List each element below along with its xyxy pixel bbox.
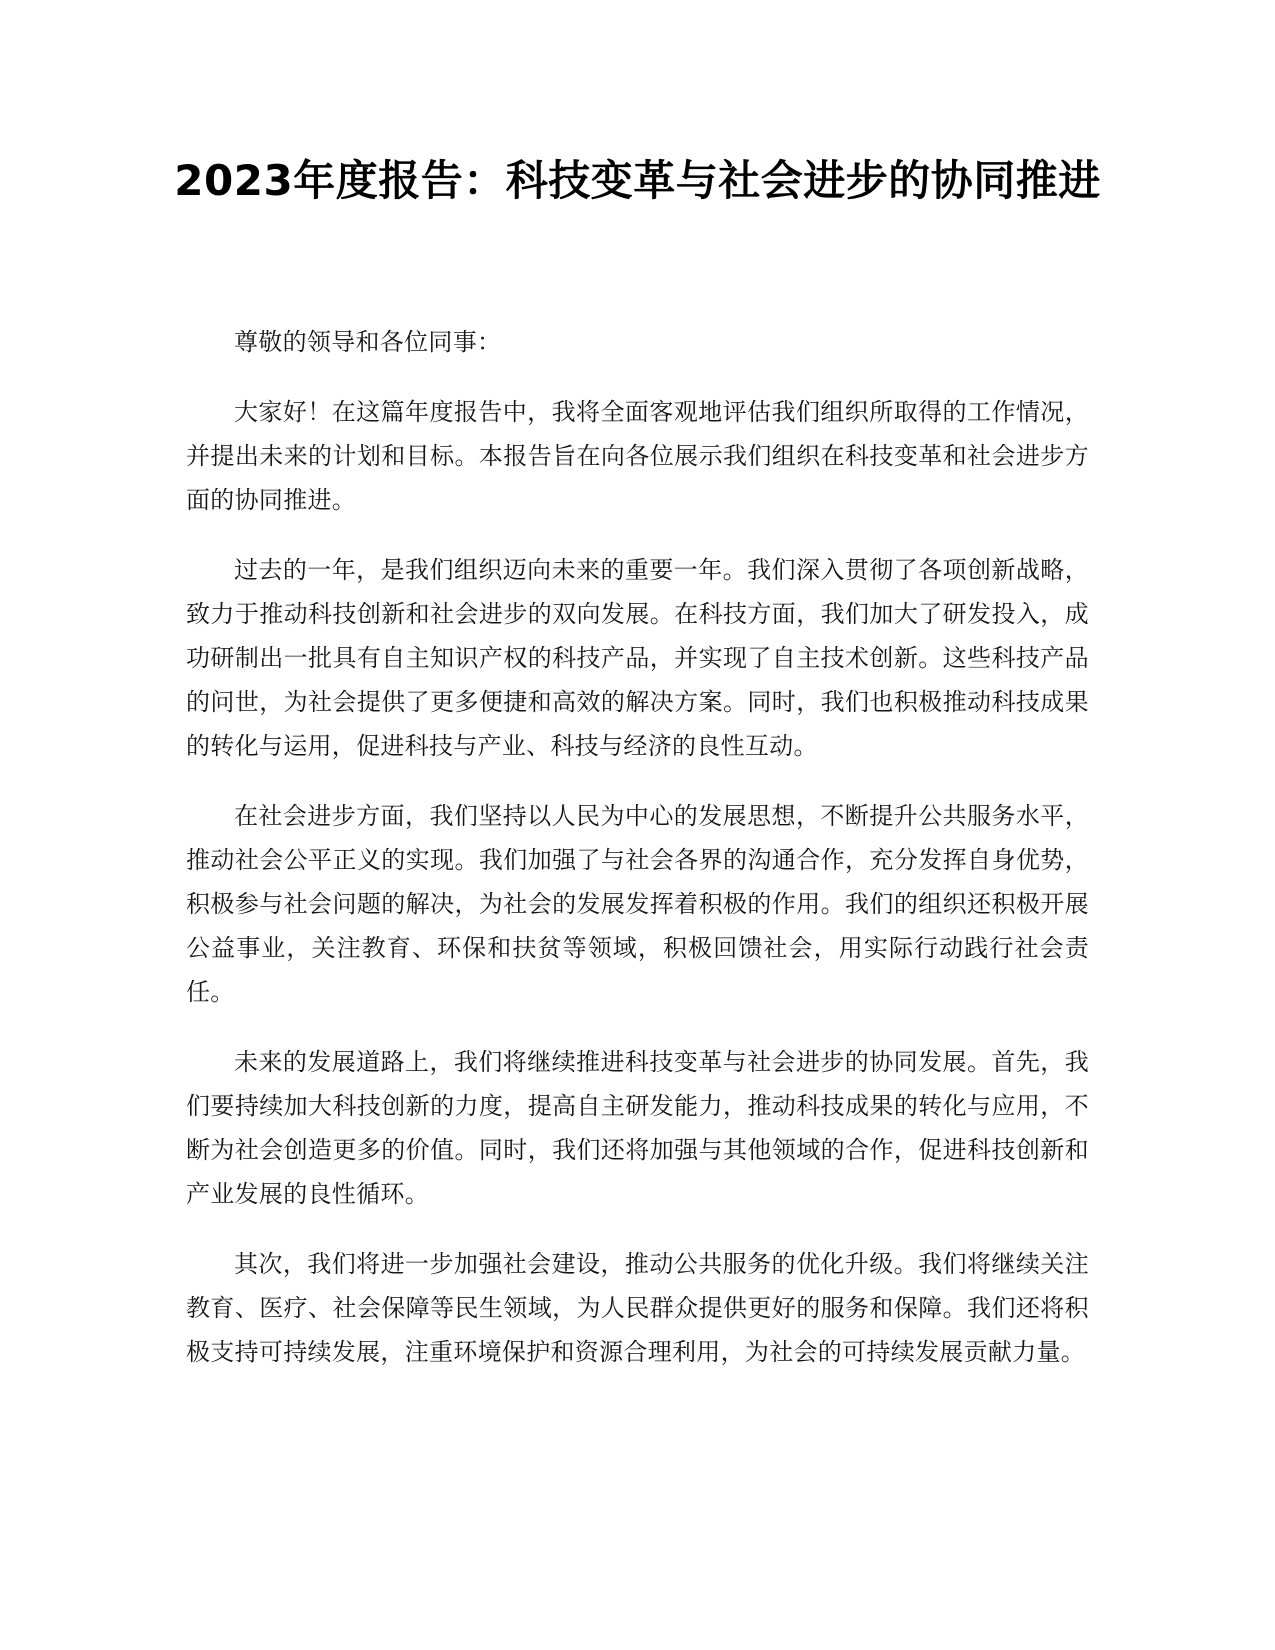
document-title: 2023年度报告：科技变革与社会进步的协同推进 <box>174 156 1101 205</box>
social-progress-paragraph: 在社会进步方面，我们坚持以人民为中心的发展思想，不断提升公共服务水平，推动社会公平正义的实现。我们加强了与社会各界的沟通合作，充分发挥自身优势，积极参与社会问题的解决，为社会的发展发挥着积极的作用。我们的组织还积极开展公益事业，关注教育、环保和扶贫等领域，积极回馈社会，用实际行动践行社会责任。 <box>186 802 1089 1006</box>
salutation-paragraph: 尊敬的领导和各位同事： <box>234 328 502 356</box>
social-construction-paragraph: 其次，我们将进一步加强社会建设，推动公共服务的优化升级。我们将继续关注教育、医疗、社会保障等民生领域，为人民群众提供更好的服务和保障。我们还将积极支持可持续发展，注重环境保护和资源合理利用，为社会的可持续发展贡献力量。 <box>186 1250 1089 1366</box>
document-body <box>186 320 1089 1400</box>
past-year-paragraph: 过去的一年，是我们组织迈向未来的重要一年。我们深入贯彻了各项创新战略，致力于推动科技创新和社会进步的双向发展。在科技方面，我们加大了研发投入，成功研制出一批具有自主知识产权的科技产品，并实现了自主技术创新。这些科技产品的问世，为社会提供了更多便捷和高效的解决方案。同时，我们也积极推动科技成果的转化与运用，促进科技与产业、科技与经济的良性互动。 <box>186 556 1089 760</box>
intro-paragraph: 大家好！在这篇年度报告中，我将全面客观地评估我们组织所取得的工作情况，并提出未来的计划和目标。本报告旨在向各位展示我们组织在科技变革和社会进步方面的协同推进。 <box>186 398 1089 514</box>
future-plan-paragraph: 未来的发展道路上，我们将继续推进科技变革与社会进步的协同发展。首先，我们要持续加大科技创新的力度，提高自主研发能力，推动科技成果的转化与应用，不断为社会创造更多的价值。同时，我们还将加强与其他领域的合作，促进科技创新和产业发展的良性循环。 <box>186 1048 1089 1208</box>
